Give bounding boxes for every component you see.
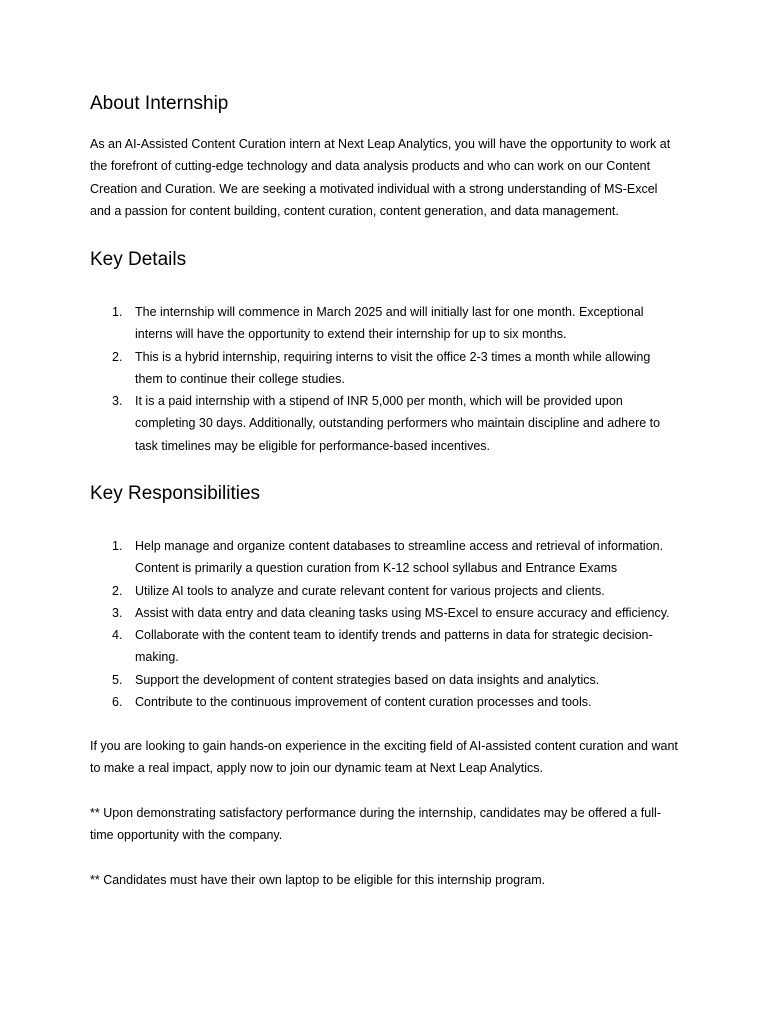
list-number: 4.	[112, 628, 123, 643]
list-item	[90, 691, 680, 713]
about-paragraph: As an AI-Assisted Content Curation intern at Next Leap Analytics, you will have the opportunity to work at the forefront of cutting-edge technology and data analysis products and who can work on our Content Creation and Curation. We are seeking a motivated individual with a strong understanding of MS-Excel and a passion for content building, content curation, content generation, and data management.	[90, 137, 671, 218]
list-item-text: This is a hybrid internship, requiring interns to visit the office 2-3 times a month while allowing them to continue their college studies.	[135, 349, 651, 386]
list-item-text: It is a paid internship with a stipend of INR 5,000 per month, which will be provided upon completing 30 days. Additionally, outstanding performers who maintain discipline and adhere to task timelines may be eligible for performance-based incentives.	[135, 394, 661, 453]
laptop-note: ** Candidates must have their own laptop to be eligible for this internship program.	[90, 873, 546, 887]
list-item	[90, 624, 680, 669]
list-number: 5.	[112, 672, 123, 687]
list-number: 2.	[112, 583, 123, 598]
list-number: 6.	[112, 695, 123, 710]
list-item-text: Utilize AI tools to analyze and curate relevant content for various projects and clients.	[135, 583, 605, 598]
key-details-list	[90, 301, 690, 457]
fulltime-note: ** Upon demonstrating satisfactory performance during the internship, candidates may be offered a full-time opportunity with the company.	[90, 806, 661, 843]
about-heading: About Internship	[90, 93, 229, 114]
list-item	[90, 535, 680, 580]
key-details-heading: Key Details	[90, 249, 187, 270]
list-item	[90, 346, 680, 391]
closing-cta-paragraph: If you are looking to gain hands-on experience in the exciting field of AI-assisted content curation and want to make a real impact, apply now to join our dynamic team at Next Leap Analytics.	[90, 739, 678, 776]
list-item-text: Support the development of content strategies based on data insights and analytics.	[135, 672, 600, 687]
key-responsibilities-heading: Key Responsibilities	[90, 483, 261, 504]
list-number: 1.	[112, 539, 123, 553]
list-item-text: Assist with data entry and data cleaning tasks using MS-Excel to ensure accuracy and efficiency.	[135, 605, 670, 620]
key-responsibilities-list	[90, 535, 690, 713]
list-item-text: Contribute to the continuous improvement of content curation processes and tools.	[135, 695, 592, 710]
list-item	[90, 390, 680, 457]
list-number: 3.	[112, 605, 123, 620]
list-item	[90, 602, 680, 624]
list-item	[90, 580, 680, 602]
list-item-text: The internship will commence in March 2025 and will initially last for one month. Exceptional interns will have the opportunity to extend their internship for up to six months.	[135, 305, 644, 342]
list-item-text: Help manage and organize content databases to streamline access and retrieval of information. Content is primarily a question curation from K-12 school syllabus and Entrance Exams	[135, 539, 664, 576]
list-number: 1.	[112, 305, 123, 319]
list-item-text: Collaborate with the content team to identify trends and patterns in data for strategic decision-making.	[135, 628, 653, 665]
list-item	[90, 301, 680, 346]
list-number: 3.	[112, 394, 123, 409]
list-number: 2.	[112, 349, 123, 364]
list-item	[90, 669, 680, 691]
